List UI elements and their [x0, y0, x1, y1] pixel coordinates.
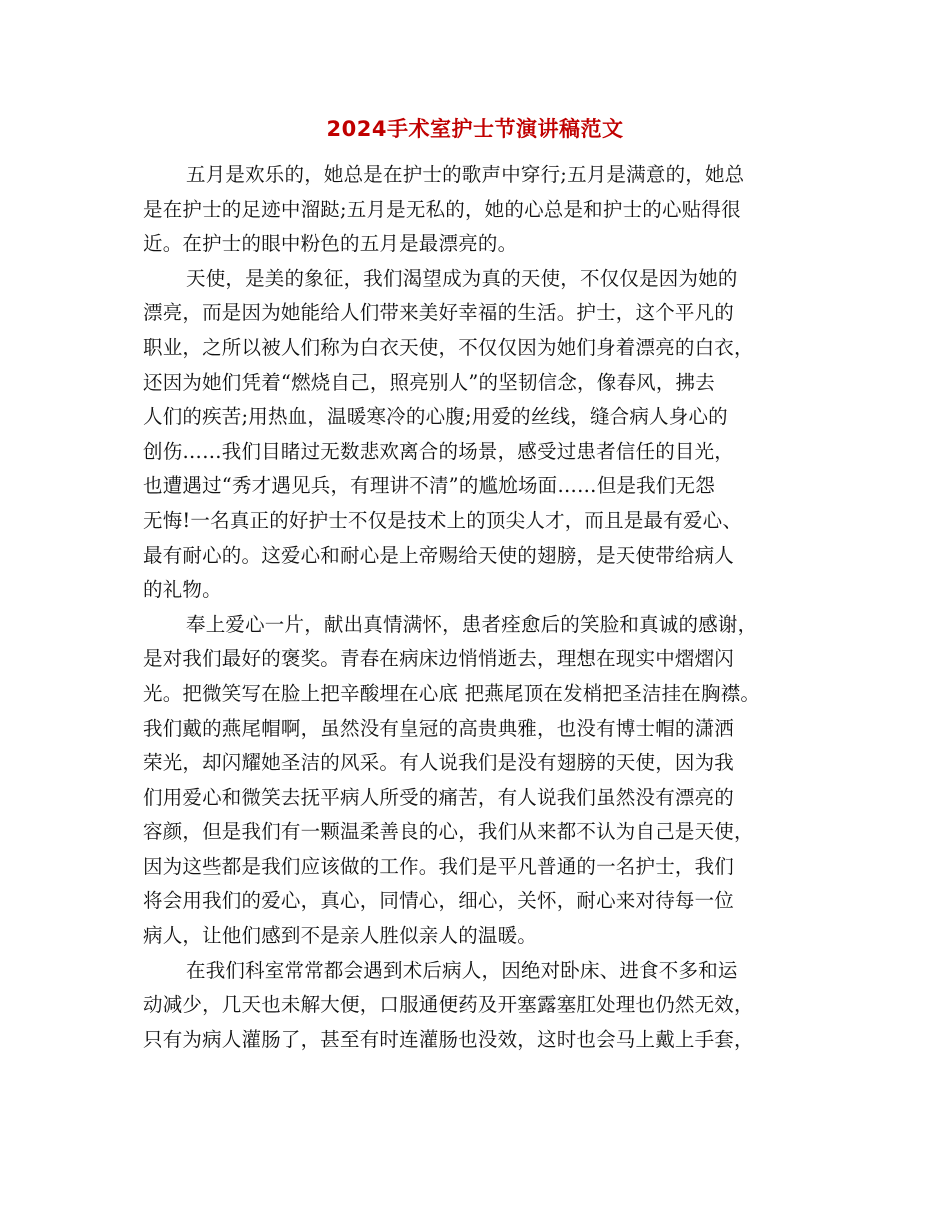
- text-line: 光。把微笑写在脸上把辛酸埋在心底 把燕尾顶在发梢把圣洁挂在胸襟。: [143, 681, 761, 705]
- paragraph-1: [143, 158, 823, 262]
- document-title: 2024手术室护士节演讲稿范文: [326, 117, 624, 141]
- document-body: [143, 158, 823, 1057]
- text-line: 荣光，却闪耀她圣洁的风采。有人说我们是没有翅膀的天使，因为我: [143, 751, 735, 775]
- text-line: 是在护士的足迹中溜跶;五月是无私的，她的心总是和护士的心贴得很: [143, 197, 741, 221]
- text-line: 奉上爱心一片，献出真情满怀，患者痊愈后的笑脸和真诚的感谢，: [186, 612, 758, 636]
- text-line: 是对我们最好的褒奖。青春在病床边悄悄逝去，理想在现实中熠熠闪: [143, 647, 735, 671]
- text-line: 在我们科室常常都会遇到术后病人，因绝对卧床、进食不多和运: [186, 958, 738, 982]
- text-line: 的礼物。: [143, 578, 222, 602]
- text-line: 漂亮，而是因为她能给人们带来美好幸福的生活。护士，这个平凡的: [143, 301, 735, 325]
- text-line: 因为这些都是我们应该做的工作。我们是平凡普通的一名护士，我们: [143, 854, 735, 878]
- text-line: 们用爱心和微笑去抚平病人所受的痛苦，有人说我们虽然没有漂亮的: [143, 785, 735, 809]
- text-line: 近。在护士的眼中粉色的五月是最漂亮的。: [143, 232, 518, 256]
- text-line: 人们的疾苦;用热血，温暖寒冷的心腹;用爱的丝线，缝合病人身心的: [143, 405, 728, 429]
- text-line: 容颜，但是我们有一颗温柔善良的心，我们从来都不认为自己是天使，: [143, 820, 754, 844]
- text-line: 无悔!一名真正的好护士不仅是技术上的顶尖人才，而且是最有爱心、: [143, 508, 743, 532]
- text-line: 职业，之所以被人们称为白衣天使，不仅仅因为她们身着漂亮的白衣，: [143, 335, 754, 359]
- text-line: 还因为她们凭着“燃烧自己，照亮别人”的坚韧信念，像春风，拂去: [143, 370, 715, 394]
- text-line: 只有为病人灌肠了，甚至有时连灌肠也没效，这时也会马上戴上手套，: [143, 1027, 754, 1051]
- paragraph-3: [143, 608, 823, 954]
- text-line: 创伤……我们目睹过无数悲欢离合的场景，感受过患者信任的目光，: [143, 439, 735, 463]
- text-line: 我们戴的燕尾帽啊，虽然没有皇冠的高贵典雅，也没有博士帽的潇洒: [143, 716, 735, 740]
- text-line: 动减少，几天也未解大便，口服通便药及开塞露塞肛处理也仍然无效，: [143, 993, 754, 1017]
- paragraph-2: [143, 262, 823, 608]
- text-line: 最有耐心的。这爱心和耐心是上帝赐给天使的翅膀，是天使带给病人: [143, 543, 735, 567]
- text-line: 将会用我们的爱心，真心，同情心，细心，关怀，耐心来对待每一位: [143, 889, 735, 913]
- text-line: 病人，让他们感到不是亲人胜似亲人的温暖。: [143, 924, 538, 948]
- paragraph-4: [143, 954, 823, 1058]
- text-line: 天使，是美的象征，我们渴望成为真的天使，不仅仅是因为她的: [186, 266, 738, 290]
- text-line: 五月是欢乐的，她总是在护士的歌声中穿行;五月是满意的，她总: [186, 163, 745, 186]
- text-line: 也遭遇过“秀才遇见兵，有理讲不清”的尴尬场面……但是我们无怨: [143, 474, 715, 498]
